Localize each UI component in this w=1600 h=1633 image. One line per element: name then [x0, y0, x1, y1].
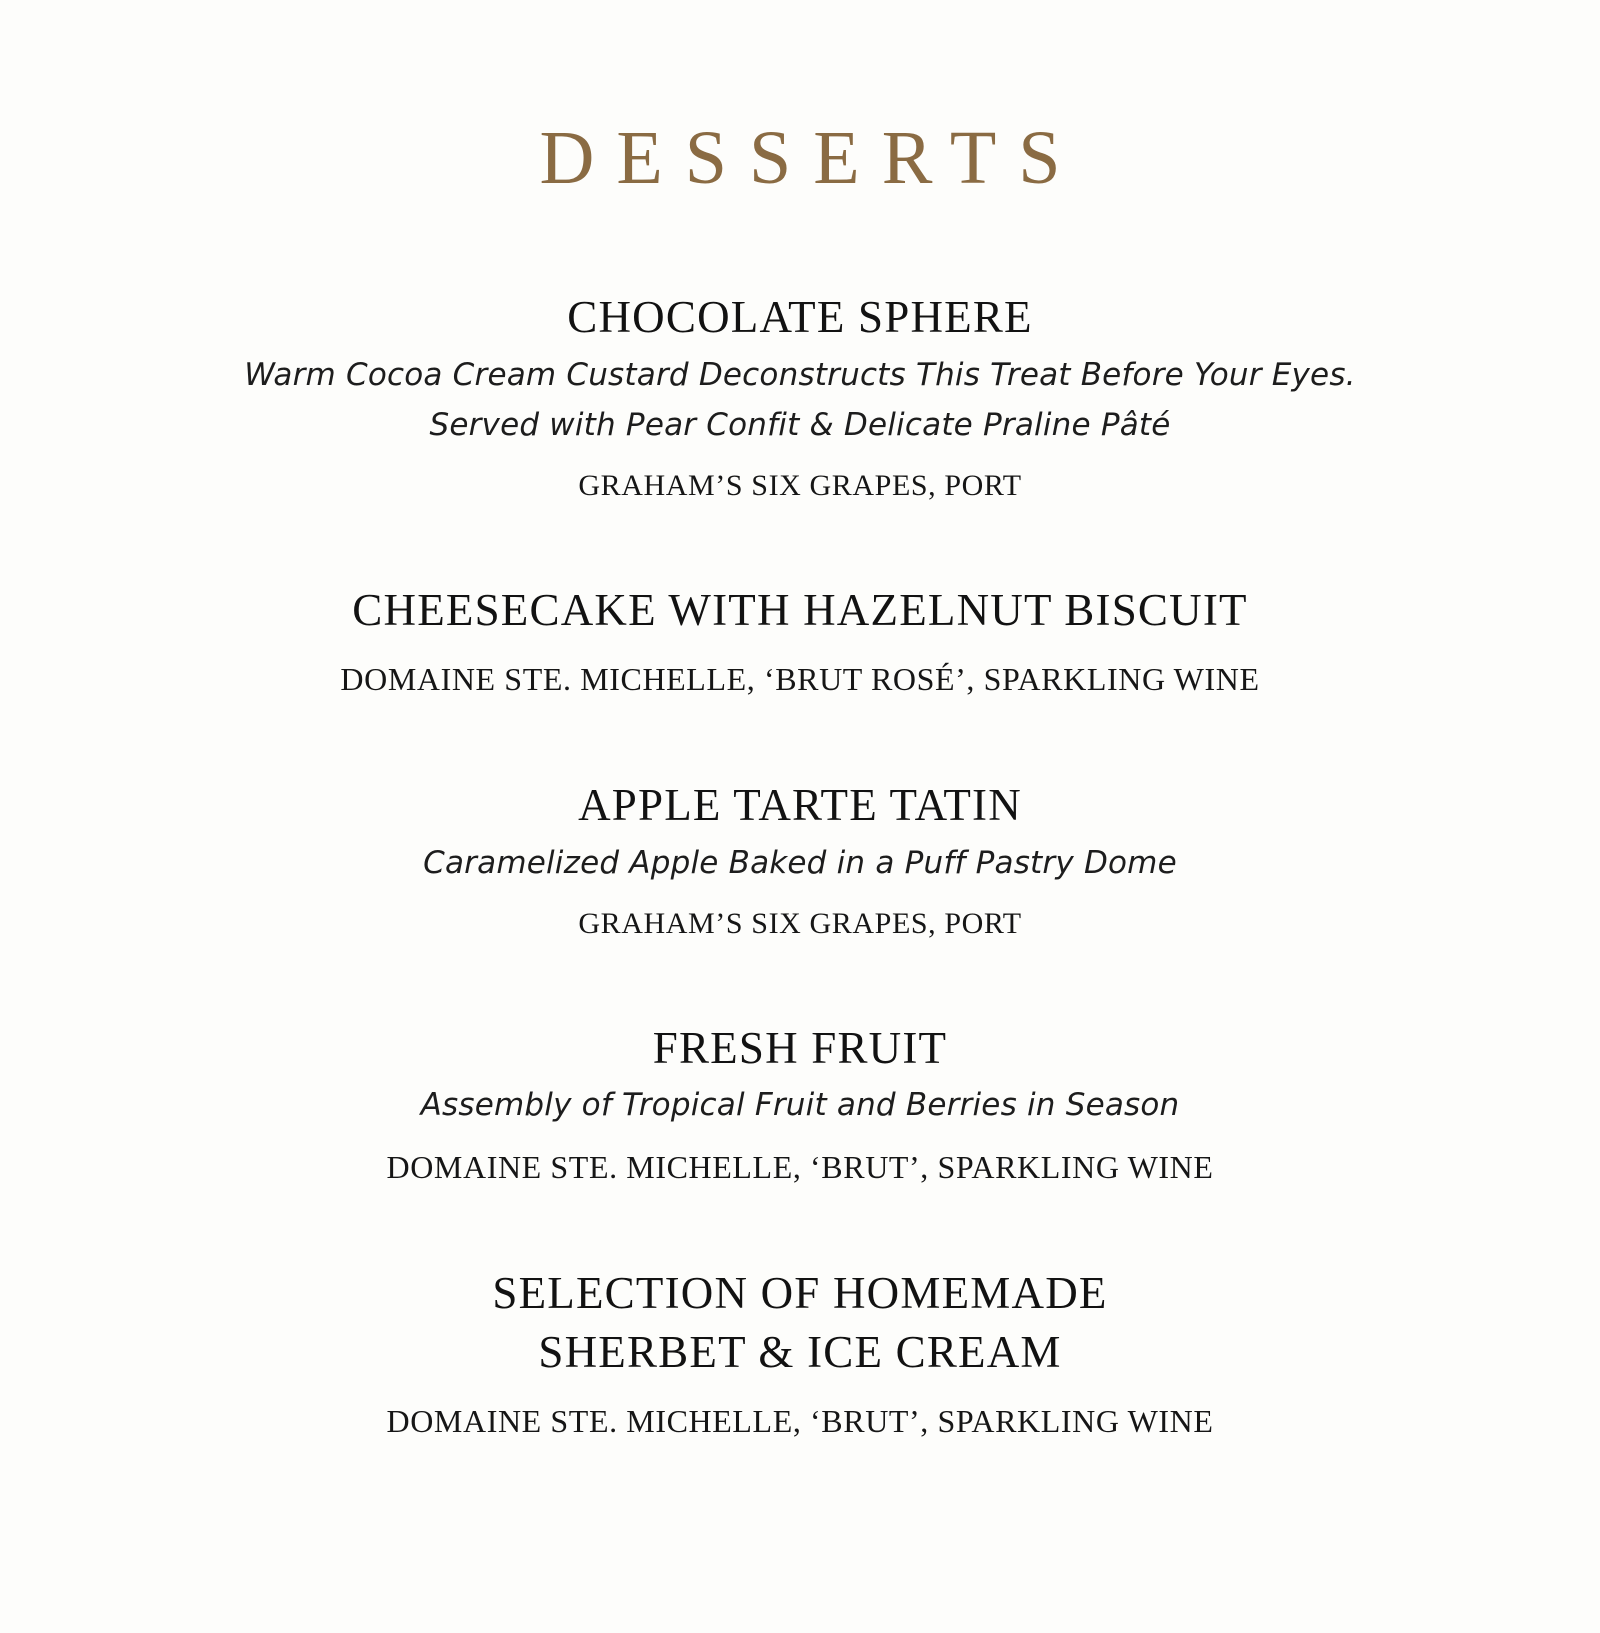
menu-item-name: SELECTION OF HOMEMADE SHERBET & ICE CREAM	[492, 1268, 1108, 1377]
menu-item-description-line: Caramelized Apple Baked in a Puff Pastry Dome	[423, 844, 1177, 881]
page-title: DESSERTS	[539, 116, 1083, 200]
menu-item-wine-pairing: DOMAINE STE. MICHELLE, ‘BRUT’, SPARKLING WINE	[386, 1403, 1214, 1440]
menu-item-wine-pairing: DOMAINE STE. MICHELLE, ‘BRUT’, SPARKLING WINE	[386, 1149, 1214, 1186]
menu-item	[90, 288, 1510, 503]
menu-item	[90, 581, 1510, 699]
menu-item-name: CHOCOLATE SPHERE	[567, 292, 1033, 342]
menu-item	[90, 776, 1510, 941]
menu-item-description-line: Warm Cocoa Cream Custard Deconstructs This Treat Before Your Eyes.	[244, 356, 1356, 393]
menu-item-wine-pairing: DOMAINE STE. MICHELLE, ‘BRUT ROSÉ’, SPARKLING WINE	[340, 661, 1260, 698]
menu-item-wine-pairing: GRAHAM’S SIX GRAPES, PORT	[578, 906, 1022, 940]
menu-item-wine-pairing: GRAHAM’S SIX GRAPES, PORT	[578, 468, 1022, 502]
menu-item-description-line: Assembly of Tropical Fruit and Berries in Season	[420, 1087, 1180, 1124]
menu-item-list	[90, 288, 1510, 1440]
menu-item-name: FRESH FRUIT	[652, 1022, 948, 1073]
menu-item-name: CHEESECAKE WITH HAZELNUT BISCUIT	[352, 584, 1248, 635]
menu-item	[90, 1264, 1510, 1440]
menu-item-description-line: Served with Pear Confit & Delicate Praline Pâté	[429, 406, 1171, 443]
menu-item-name: APPLE TARTE TATIN	[578, 780, 1022, 831]
menu-item	[90, 1019, 1510, 1187]
